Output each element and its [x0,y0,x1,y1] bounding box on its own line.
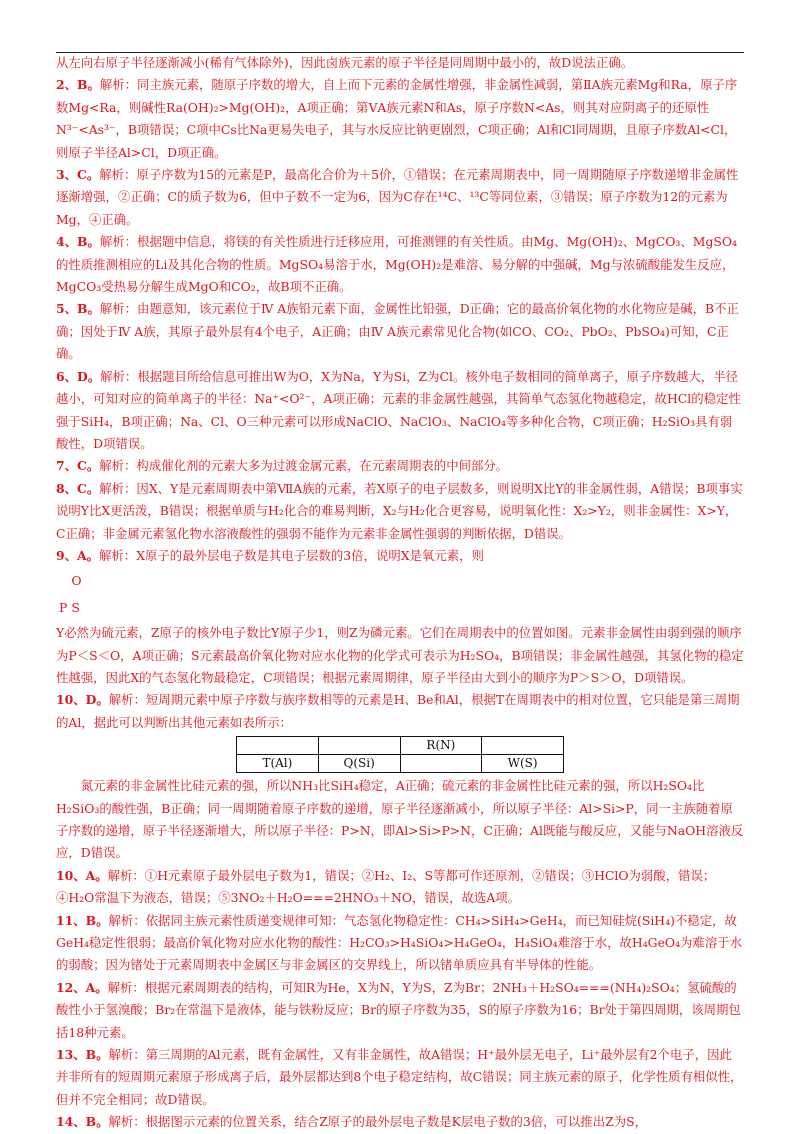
answer-item [56,1111,744,1133]
table-cell: R(N) [400,737,482,755]
item-10d-after: 氮元素的非金属性比硅元素的强，所以NH₃比SiH₄稳定，A正确；硫元素的非金属性比硅元素的强，所以H₂SO₄比H₂SiO₃的酸性强，B正确；同一周期随着原子序数的递增，原子半径逐渐减小，所以原子半径：Al>Si>P，同一主族随着原子序数的递增，原子半径逐渐增大，所以原子半径：P>N，即Al>Si>P>N，C正确；Al既能与酸反应，又能与NaOH溶液反应，D错误。 [56,778,744,861]
answer-page [56,0,744,1134]
answer-number: 6、D。 [56,368,101,384]
answer-text: 解析：原子序数为15的元素是P，最高化合价为＋5价，①错误；在元素周期表中，同一周期随原子序数递增非金属性逐渐增强，②正确；C的质子数为6，但中子数不一定为6，因为C存在¹⁴C、¹³C等同位素，③错误；原子序数为12的元素为Mg，④正确。 [56,167,739,227]
element-position-table [236,736,564,773]
grid-cell [58,569,68,593]
grid-cell-o: O [71,573,82,589]
items-group-2 [56,865,744,1134]
answer-item [56,455,744,477]
item-9-text-before: 解析：X原子的最外层电子数是其电子层数的3倍，说明X是氧元素，则 [99,547,484,563]
grid-cell-p: P [59,599,68,615]
answer-number: 10、A。 [56,867,108,883]
answer-text: 解析：依据同主族元素性质递变规律可知：气态氢化物稳定性：CH₄>SiH₄>GeH₄，而已知硅烷(SiH₄)不稳定，故GeH₄稳定性很弱；最高价氧化物对应水化物的酸性：H₂CO₃>H₄SiO₄>H₄GeO₄，H₄SiO₄难溶于水，故H₄GeO₄为难溶于水的弱酸；因为锗处于元素周期表中金属区与非金属区的交界线上，所以锗单质应具有半导体的性能。 [56,912,742,973]
items-group-1 [56,74,744,545]
item-10d-text: 解析：短周期元素中原子序数与族序数相等的元素是H、Be和Al，根据T在周期表中的相对位置，它只能是第三周期的Al，据此可以判断出其他元素如表所示： [56,692,740,730]
answer-text: 解析：根据题目所给信息可推出W为O，X为Na，Y为Si，Z为Cl。核外电子数相同的简单离子，原子序数越大，半径越小，可知对应的简单离子的半径：Na⁺<O²⁻，A项正确；元素的非金属性越强，其简单气态氢化物越稳定，故HCl的稳定性强于SiH₄，B项正确；Na、Cl、O三种元素可以形成NaClO、NaClO₃、NaClO₄等多种化合物，C项正确；H₂SiO₃具有弱酸性，D项错误。 [56,368,741,451]
answer-item [56,164,744,231]
answer-number: 8、C。 [56,480,100,496]
table-cell [237,737,319,755]
table-cell: T(Al) [237,755,319,773]
table-cell [482,737,564,755]
answer-number: 7、C。 [56,458,100,474]
answer-item [56,865,744,910]
item-10d [56,689,744,734]
item-9 [56,545,744,567]
item-10d-num: 10、D。 [56,692,109,708]
answer-number: 3、C。 [56,167,100,183]
answer-item [56,74,744,164]
answer-text: 解析：由题意知，该元素位于Ⅳ A族铅元素下面，金属性比铅强，D正确；它的最高价氧化物的水化物应是碱，B不正确；因处于Ⅳ A族，其原子最外层有4个电子，A正确；由Ⅳ A族元素常见化合物(如CO、CO₂、PbO₂、PbSO₄)可知，C正确。 [56,301,739,362]
answer-text: 解析：第三周期的Al元素，既有金属性，又有非金属性，故A错误；H⁺最外层无电子，Li⁺最外层有2个电子，因此并非所有的短周期元素原子形成离子后，最外层都达到8个电子稳定结构，故C错误；同主族元素的原子，化学性质有相似性，但并不完全相同；故D错误。 [56,1047,743,1107]
table-cell: Q(Si) [318,755,400,773]
answer-item [56,478,744,545]
answer-number: 12、A。 [56,979,108,995]
answer-item [56,977,744,1044]
answer-number: 5、B。 [56,301,100,317]
answer-item [56,1044,744,1111]
answer-text: 解析：同主族元素，随原子序数的增大，自上而下元素的金属性增强，非金属性减弱，第ⅡA族元素Mg和Ra，原子序数Mg<Ra，则碱性Ra(OH)₂>Mg(OH)₂，A项正确；第ⅤA族元素N和As，原子序数N<As，则其对应阴离子的还原性N³⁻<As³⁻，B项错误；C项中Cs比Na更易失电子，其与水反应比钠更剧烈，C项正确；Al和Cl同周期，且原子序数Al<Cl，则原子半径Al>Cl，D项正确。 [56,77,738,160]
answer-text: 解析：根据元素周期表的结构，可知R为He，X为N，Y为S，Z为Br；2NH₃＋H₂SO₄===(NH₄)₂SO₄；氢硫酸的酸性小于氢溴酸；Br₂在常温下是液体，能与铁粉反应；Br的原子序数为35，S的原子序数为16；Br处于第四周期，该周期包括18种元素。 [56,979,741,1040]
table-cell [400,755,482,773]
answer-number: 2、B。 [56,77,100,93]
answer-number: 4、B。 [56,234,100,250]
answer-item [56,910,744,977]
answer-item [56,298,744,365]
table-cell [318,737,400,755]
answer-number: 13、B。 [56,1047,109,1063]
table-cell: W(S) [482,755,564,773]
answer-item [56,231,744,298]
top-text: 从左向右原子半径逐渐减小(稀有气体除外)，因此卤族元素的原子半径是同周期中最小的，故D说法正确。 [56,55,634,70]
answer-number: 11、B。 [56,912,109,928]
answer-text: 解析：根据题中信息，将镁的有关性质进行迁移应用，可推测锂的有关性质。由Mg、Mg(OH)₂、MgCO₃、MgSO₄的性质推测相应的Li及其化合物的性质。MgSO₄易溶于水，Mg(OH)₂是难溶、易分解的中强碱，Mg与浓硫酸能发生反应，MgCO₃受热易分解生成MgO和CO₂，故B项不正确。 [56,234,738,295]
answer-text: 解析：因X、Y是元素周期表中第ⅦA族的元素，若X原子的电子层数多，则说明X比Y的非金属性弱，A错误；B项事实说明Y比X更活泼，B错误；根据单质与H₂化合的难易判断，X₂与H₂化合更容易，说明氧化性：X₂>Y₂，则非金属性：X>Y，C正确；非金属元素氢化物水溶液酸性的强弱不能作为元素非金属性强弱的判断依据，D错误。 [56,480,743,541]
item-9-num: 9、A。 [56,547,100,563]
answer-item [56,366,744,456]
grid-cell-s: S [71,599,80,615]
answer-text: 解析：根据图示元素的位置关系，结合Z原子的最外层电子数是K层电子数的3倍，可以推出Z为S， [108,1114,647,1130]
item-9-text-after: Y必然为硫元素，Z原子的核外电子数比Y原子少1，则Z为磷元素。它们在周期表中的位置如图。元素非金属性由弱到强的顺序为P＜S＜O，A项正确；S元素最高价氧化物对应水化物的化学式可表示为H₂SO₄，B项错误；非金属性越强，其氢化物的稳定性越强，因此X的气态氢化物最稳定，C项错误；根据元素周期律，原子半径由大到小的顺序为P＞S＞O，D项错误。 [56,625,744,685]
answer-text: 解析：构成催化剂的元素大多为过渡金属元素，在元素周期表的中间部分。 [99,458,509,474]
answer-text: 解析：①H元素原子最外层电子数为1，错误；②H₂、I₂、S等都可作还原剂，②错误；③HClO为弱酸，错误；④H₂O常温下为液态，错误；⑤3NO₂＋H₂O===2HNO₃＋NO，错误，故选A项。 [56,867,716,906]
answer-number: 14、B。 [56,1114,109,1130]
